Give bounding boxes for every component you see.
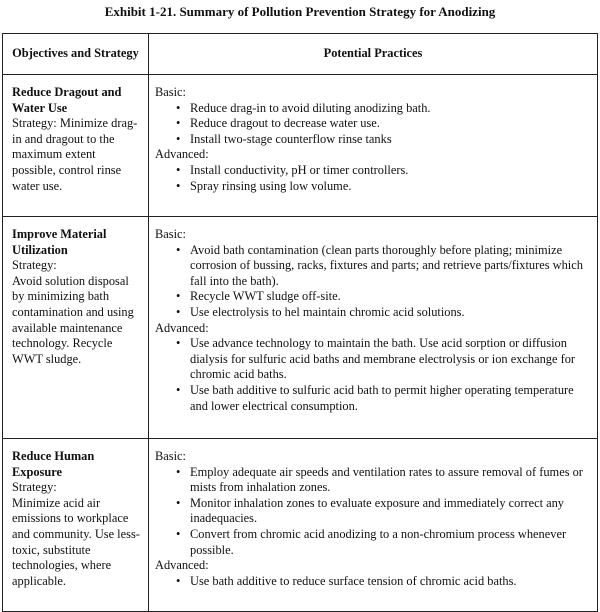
list-item: • Employ adequate air speeds and ventilation rates to assure removal of fumes or mists from inhalation zones. xyxy=(176,465,591,496)
objective-cell xyxy=(3,217,149,439)
header-objectives: Objectives and Strategy xyxy=(3,34,149,75)
basic-practices-list xyxy=(155,243,591,321)
list-item: • Use electrolysis to hel maintain chromic acid solutions. xyxy=(176,305,591,321)
strategy-text: Minimize acid air emissions to workplace and community. Use less-toxic, substitute technologies, where applicable. xyxy=(12,495,140,588)
objective-title: Reduce Dragout and Water Use xyxy=(12,85,122,115)
list-item: • Convert from chromic acid anodizing to a non-chromium process whenever possible. xyxy=(176,527,591,558)
exhibit-title: Exhibit 1-21. Summary of Pollution Prevention Strategy for Anodizing xyxy=(104,4,496,19)
list-item: • Reduce dragout to decrease water use. xyxy=(176,116,591,132)
list-item: • Use bath additive to sulfuric acid bath to permit higher operating temperature and lower electrical consumption. xyxy=(176,383,591,414)
strategy-table xyxy=(2,33,598,612)
strategy-label: Strategy: xyxy=(12,116,60,131)
advanced-practices-list xyxy=(155,336,591,414)
objective-title: Reduce Human Exposure xyxy=(12,449,95,479)
list-item: • Use advance technology to maintain the bath. Use acid sorption or diffusion dialysis for sulfuric acid baths and membrane electrolysis or ion exchange for chromic acid baths. xyxy=(176,336,591,383)
list-item: • Avoid bath contamination (clean parts thoroughly before plating; minimize corrosion of bussing, racks, fixtures and parts; and retrieve parts/fixtures which fall into the bath). xyxy=(176,243,591,290)
basic-label: Basic: xyxy=(155,449,186,463)
table-row xyxy=(3,217,598,439)
strategy-text: Minimize drag-in and dragout to the maximum extent possible, control rinse water use. xyxy=(12,116,138,193)
basic-practices-list xyxy=(155,465,591,559)
header-practices: Potential Practices xyxy=(149,34,598,75)
objective-title: Improve Material Utilization xyxy=(12,227,107,257)
list-item: • Install conductivity, pH or timer controllers. xyxy=(176,163,591,179)
list-item: • Spray rinsing using low volume. xyxy=(176,179,591,195)
objective-cell xyxy=(3,75,149,217)
practices-cell xyxy=(149,75,598,217)
advanced-label: Advanced: xyxy=(155,558,209,573)
table-row xyxy=(3,439,598,612)
table-row xyxy=(3,75,598,217)
objective-strategy xyxy=(12,116,142,194)
list-item: • Reduce drag-in to avoid diluting anodizing bath. xyxy=(176,101,591,117)
header-row xyxy=(3,34,598,75)
advanced-practices-list xyxy=(155,163,591,194)
objective-cell xyxy=(3,439,149,612)
list-item: • Recycle WWT sludge off-site. xyxy=(176,289,591,305)
basic-label: Basic: xyxy=(155,227,186,241)
basic-label: Basic: xyxy=(155,85,186,99)
advanced-practices-list xyxy=(155,574,591,590)
practices-cell xyxy=(149,217,598,439)
list-item: • Use bath additive to reduce surface tension of chromic acid baths. xyxy=(176,574,591,590)
list-item: • Monitor inhalation zones to evaluate exposure and immediately correct any inadequacies. xyxy=(176,496,591,527)
list-item: • Install two-stage counterflow rinse tanks xyxy=(176,132,591,148)
strategy-label: Strategy: xyxy=(12,480,57,495)
strategy-label: Strategy: xyxy=(12,258,57,273)
advanced-label: Advanced: xyxy=(155,147,209,162)
strategy-text: Avoid solution disposal by minimizing bath contamination and using available maintenance technology. Recycle WWT sludge. xyxy=(12,273,134,366)
advanced-label: Advanced: xyxy=(155,320,209,335)
practices-cell xyxy=(149,439,598,612)
basic-practices-list xyxy=(155,101,591,148)
